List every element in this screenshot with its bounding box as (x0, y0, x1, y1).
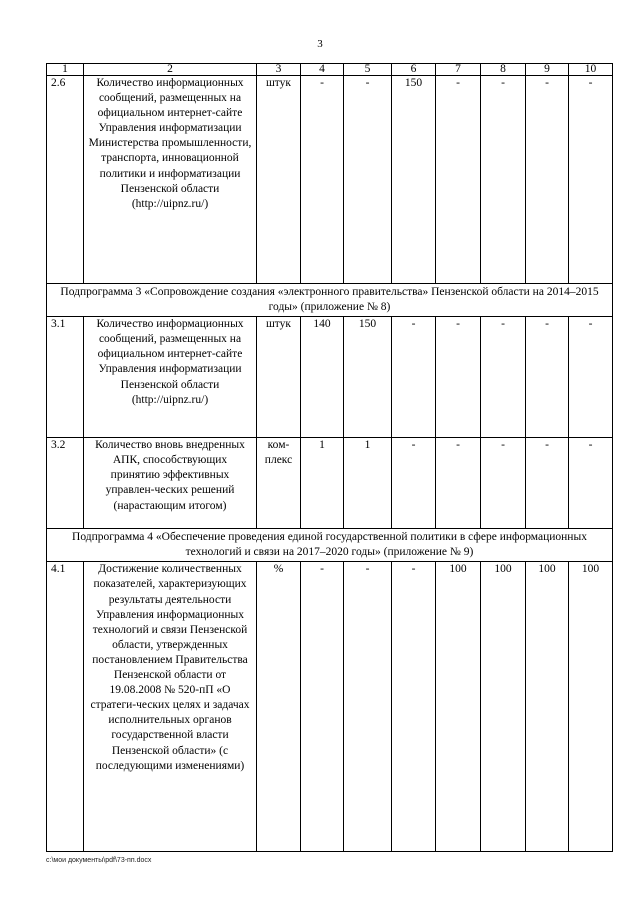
value-cell: 100 (436, 562, 481, 852)
unit-cell: % (257, 562, 301, 852)
value-cell: 150 (344, 317, 392, 438)
table-row (47, 438, 613, 529)
value-cell: - (392, 562, 436, 852)
value-cell: - (481, 317, 526, 438)
value-cell: 1 (344, 438, 392, 529)
table-row (47, 76, 613, 284)
value-cell: - (569, 76, 613, 284)
indicator-name: Количество вновь внедренных АПК, способствующих принятию эффективных управлен-ческих решений (нарастающим итогом) (84, 438, 257, 529)
table-row (47, 562, 613, 852)
header-cell: 9 (526, 64, 569, 76)
header-cell: 1 (47, 64, 84, 76)
unit-cell: ком-плекс (257, 438, 301, 529)
value-cell: 150 (392, 76, 436, 284)
indicators-table (46, 63, 613, 852)
file-path-footer: c:\мои документы\pdf\73-пп.docx (46, 857, 152, 864)
value-cell: - (526, 317, 569, 438)
value-cell: 100 (569, 562, 613, 852)
header-cell: 10 (569, 64, 613, 76)
value-cell: - (481, 438, 526, 529)
indicator-name: Количество информационных сообщений, размещенных на официальном интернет-сайте Управления информатизации Министерства промышленности, транспорта, инновационной политики и информатизации Пензенской области (http://uipnz.ru/) (84, 76, 257, 284)
header-cell: 8 (481, 64, 526, 76)
value-cell: - (301, 562, 344, 852)
value-cell: 100 (526, 562, 569, 852)
section-row (47, 284, 613, 317)
header-cell: 4 (301, 64, 344, 76)
indicator-name: Достижение количественных показателей, характеризующих результаты деятельности Управления информационных технологий и связи Пензенской области, утвержденных постановлением Правительства Пензенской области от 19.08.2008 № 520-пП «О стратеги-ческих целях и задачах исполнительных органов государственной власти Пензенской области» (с последующими изменениями) (84, 562, 257, 852)
value-cell: - (481, 76, 526, 284)
row-number: 2.6 (47, 76, 84, 284)
header-cell: 3 (257, 64, 301, 76)
value-cell: 100 (481, 562, 526, 852)
indicator-name: Количество информационных сообщений, размещенных на официальном интернет-сайте Управления информатизации Пензенской области (http://uipnz.ru/) (84, 317, 257, 438)
unit-cell: штук (257, 76, 301, 284)
value-cell: - (569, 438, 613, 529)
value-cell: 140 (301, 317, 344, 438)
subprogram-title: Подпрограмма 3 «Сопровождение создания «электронного правительства» Пензенской области на 2014–2015 годы» (приложение № 8) (47, 284, 613, 317)
value-cell: - (436, 76, 481, 284)
value-cell: - (301, 76, 344, 284)
value-cell: - (526, 438, 569, 529)
row-number: 4.1 (47, 562, 84, 852)
value-cell: - (436, 317, 481, 438)
value-cell: - (344, 562, 392, 852)
value-cell: 1 (301, 438, 344, 529)
unit-cell: штук (257, 317, 301, 438)
header-cell: 7 (436, 64, 481, 76)
header-cell: 5 (344, 64, 392, 76)
value-cell: - (526, 76, 569, 284)
row-number: 3.1 (47, 317, 84, 438)
header-cell: 2 (84, 64, 257, 76)
value-cell: - (436, 438, 481, 529)
row-number: 3.2 (47, 438, 84, 529)
value-cell: - (392, 438, 436, 529)
value-cell: - (569, 317, 613, 438)
section-row (47, 529, 613, 562)
subprogram-title: Подпрограмма 4 «Обеспечение проведения единой государственной политики в сфере информационных технологий и связи на 2017–2020 годы» (приложение № 9) (47, 529, 613, 562)
header-cell: 6 (392, 64, 436, 76)
table-body (47, 64, 613, 852)
table-header-row (47, 64, 613, 76)
table-row (47, 317, 613, 438)
page-number: 3 (317, 38, 323, 50)
value-cell: - (344, 76, 392, 284)
value-cell: - (392, 317, 436, 438)
